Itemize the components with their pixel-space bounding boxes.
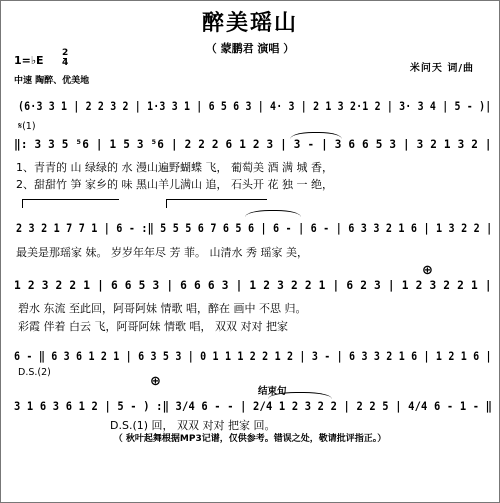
lyric-verse-2: 2、甜甜竹 笋 家乡的 味 黑山羊儿满山 追， 石头开 花 独 一 绝，: [16, 178, 333, 191]
lyric-chorus-2: 碧水 东流 至此回，阿哥阿妹 情歌 唱，醉在 画中 不思 归。: [18, 302, 307, 315]
interlude-notes: 6 - ‖ 6 3 6 1 2 1 | 6 3 5 3 | 0 1 1 1 2 2 1 2 | 3 - | 6 3 3 2 1 6 | 1 2 1 6 |: [14, 349, 492, 363]
ds-2-mark: D.S.(2): [18, 367, 51, 378]
lyric-chorus-1: 最美是那瑶家 妹。 岁岁年年尽 芳 菲。 山清水 秀 瑶家 美，: [16, 246, 308, 259]
coda-sign-icon: ⊕: [150, 374, 161, 389]
footnote: （ 秋叶起舞根据MP3记谱，仅供参考。错误之处，敬请批评指正。）: [113, 434, 387, 444]
verse-notes: ‖: 3 3 5 ⁵6 | 1 5 3 ⁵6 | 2 2 2 6 1 2 3 | 3 - | 3 6 6 5 3 | 3 2 1 3 2 |: [14, 137, 492, 151]
credit-line: 米问天 词/曲: [409, 63, 474, 74]
segno-mark: 𝄋(1): [18, 121, 36, 132]
volta-bracket-2: [166, 199, 267, 208]
chorus-notes-2: 1 2 3 2 2 1 | 6 6 5 3 | 6 6 6 3 | 1 2 3 2 2 1 | 6 2 3 | 1 2 3 2 2 1 |: [14, 278, 492, 292]
lyric-chorus-3: 彩霞 伴着 白云 飞，阿哥阿妹 情歌 唱， 双双 对对 把家: [18, 320, 288, 333]
coda-sign-icon: ⊕: [422, 263, 433, 278]
meter-denominator: 4: [62, 58, 69, 68]
ending-label: 结束句: [258, 386, 287, 397]
meter-numerator: 2: [62, 48, 69, 58]
page-title: 醉美瑶山: [201, 11, 298, 36]
intro-notes: (6·3 3 1 | 2 2 3 2 | 1·3 3 1 | 6 5 6 3 | 4· 3 | 2 1 3 2·1 2 | 3· 3 4 | 5 - )|: [18, 99, 492, 113]
time-signature: [62, 49, 68, 68]
key-signature: 1=♭E: [14, 54, 44, 67]
lyric-verse-1: 1、青青的 山 绿绿的 水 漫山遍野蝴蝶 飞， 葡萄美 酒 满 城 香，: [16, 161, 333, 174]
ending-notes: 3 1 6 3 6 1 2 | 5 - ) :‖ 3/4 6 - - | 2/4 1 2 3 2 2 | 2 2 5 | 4/4 6 - 1 - ‖: [14, 399, 493, 413]
volta-bracket-1: [22, 199, 119, 208]
tie-mark: [245, 210, 301, 217]
chorus-notes-1: 2 3 2 1 7 7 1 | 6 - :‖ 5 5 5 6 7 6 5 6 | 6 - | 6 - | 6 3 3 2 1 6 | 1 3 2 2 |: [16, 221, 493, 235]
ending-lyric: D.S.(1) 回， 双双 对对 把家 回。: [110, 419, 276, 432]
tempo-marking: 中速 陶醉、优美地: [14, 76, 90, 86]
performer-line: （ 蒙鹏君 演唱 ）: [205, 42, 295, 55]
slur-mark: [268, 392, 332, 399]
